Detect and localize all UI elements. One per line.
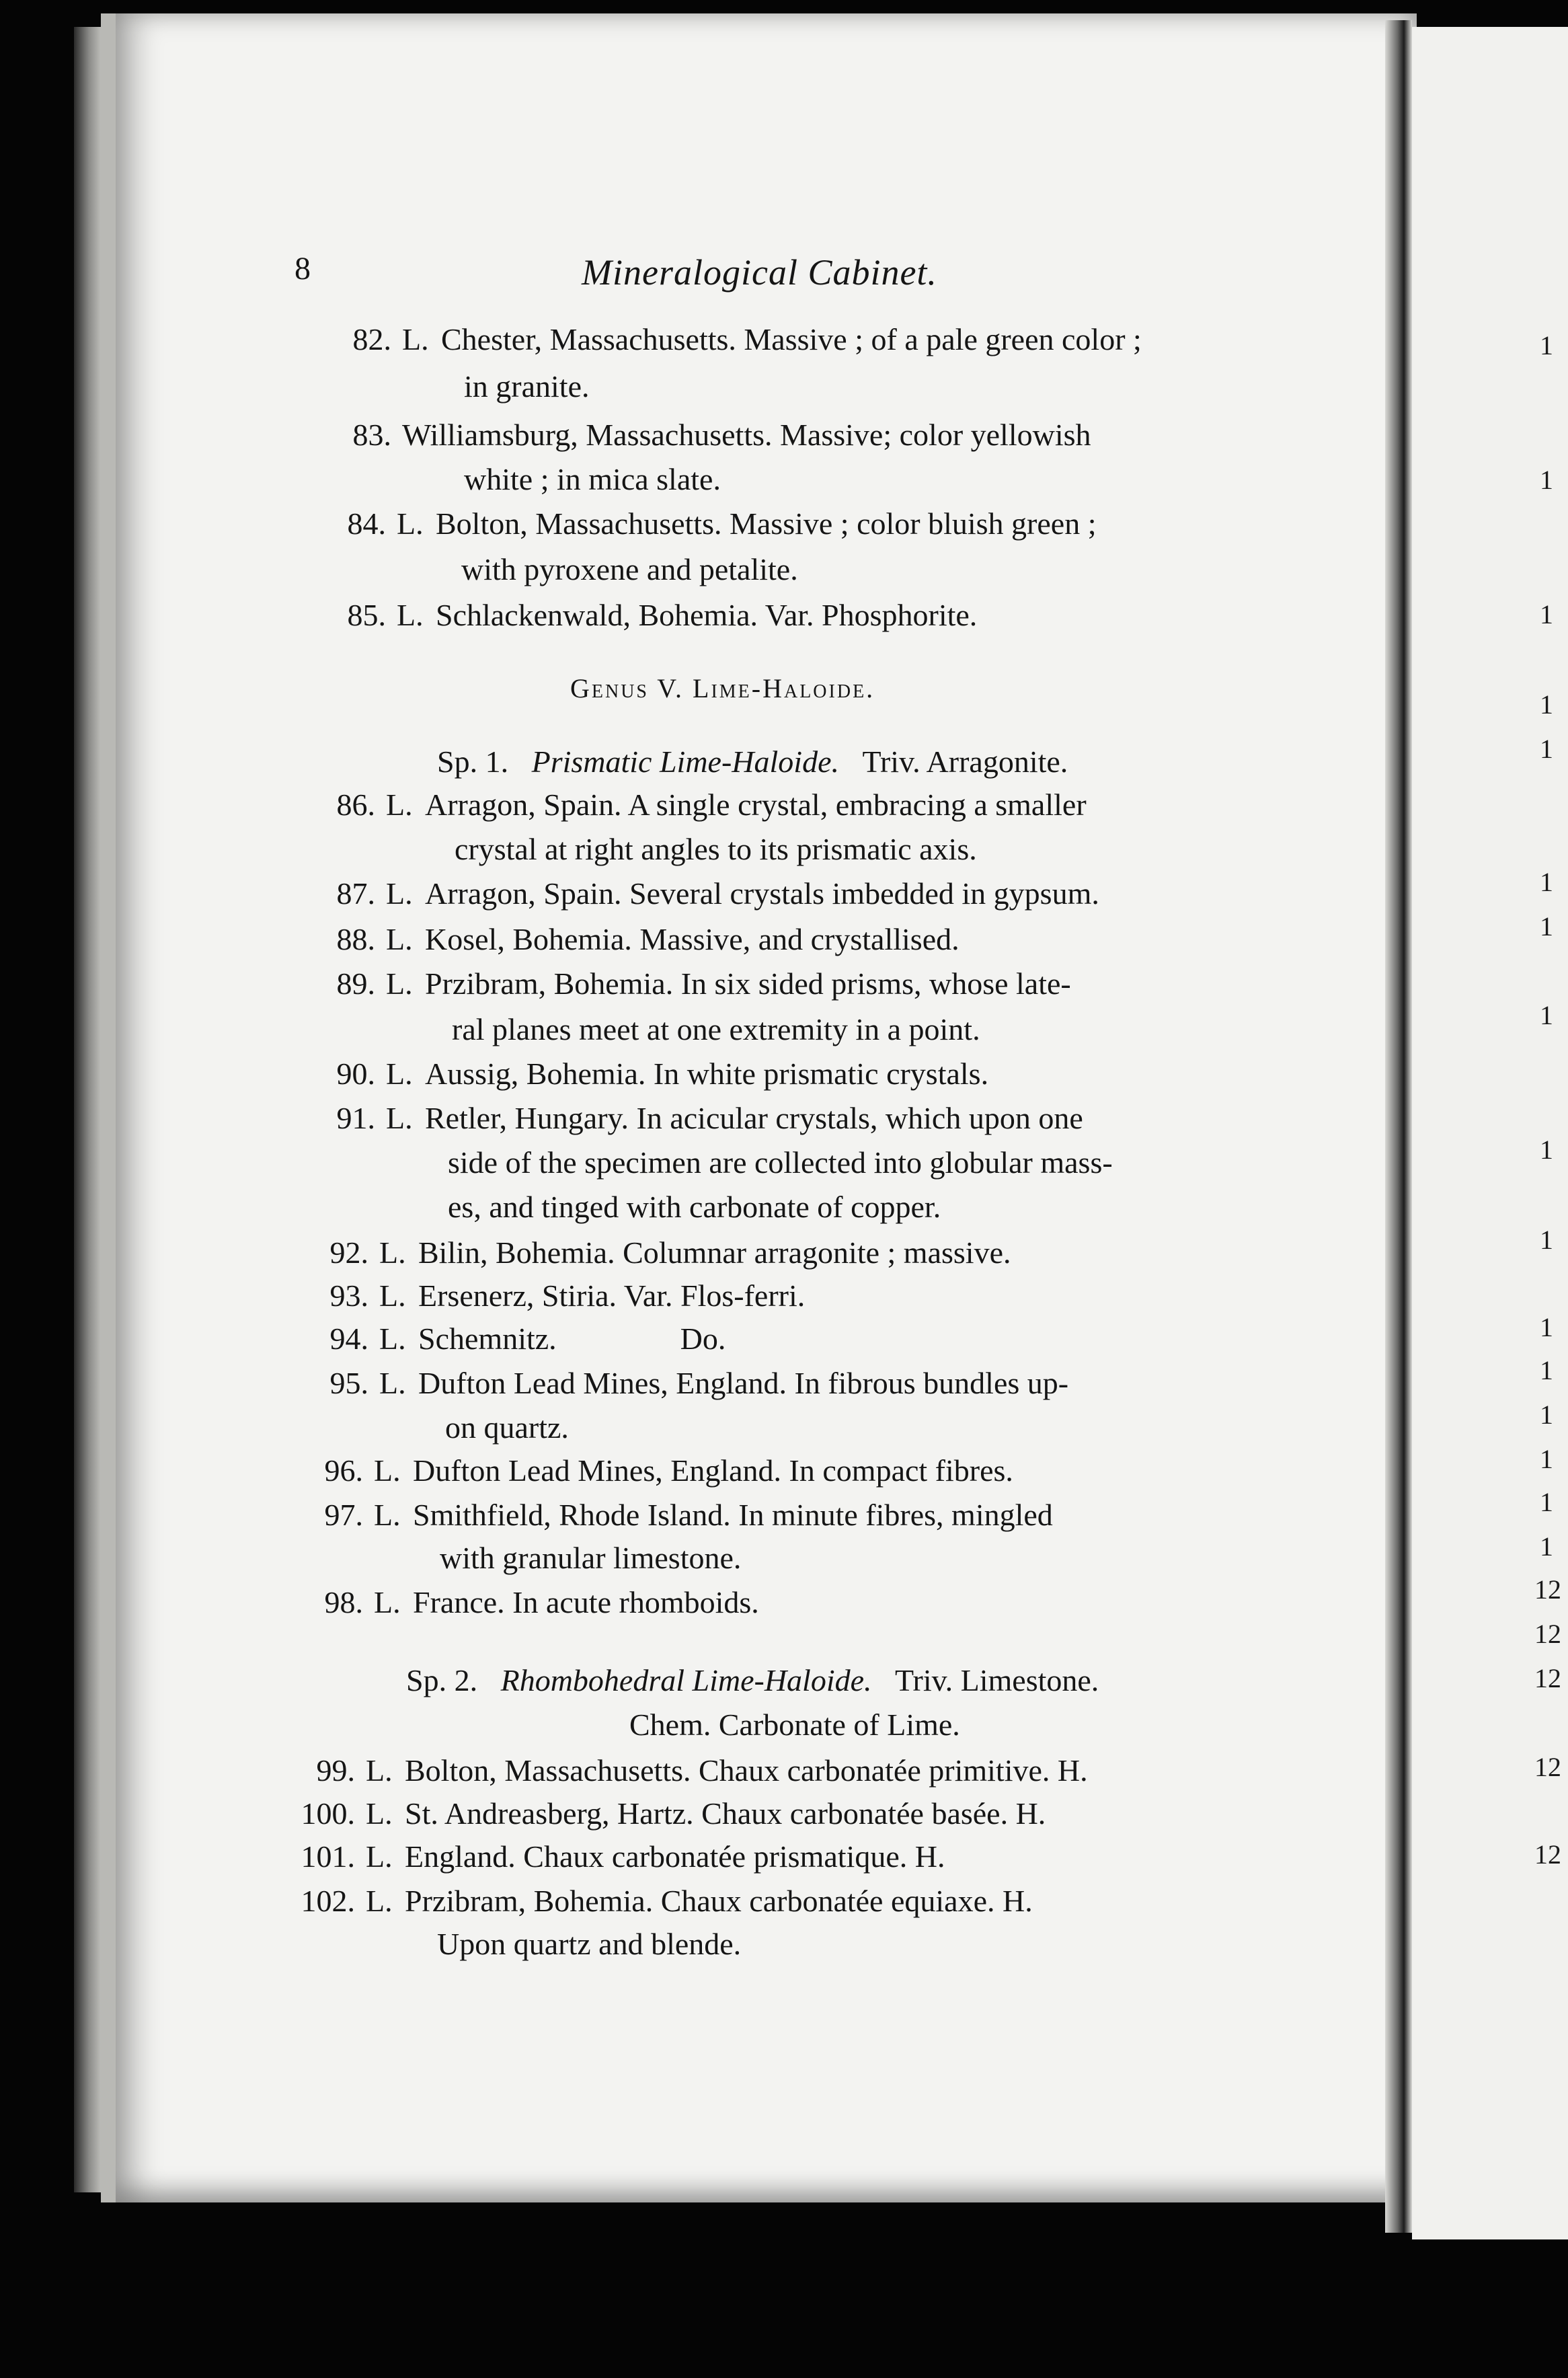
facing-page-number: 1 <box>1540 1225 1553 1255</box>
entry-89-line1: 89. L. Przibram, Bohemia. In six sided prisms, whose late- <box>336 966 1071 1001</box>
facing-page-number: 1 <box>1540 911 1553 942</box>
entry-82-line1 <box>327 321 1142 357</box>
entry-95-line1: 95. L. Dufton Lead Mines, England. In fibrous bundles up- <box>329 1366 1069 1400</box>
entry-82-line2: in granite. <box>464 369 590 404</box>
facing-page-number: 1 <box>1540 1487 1553 1517</box>
entry-100-line1: 100. L. St. Andreasberg, Hartz. Chaux carbonatée basée. H. <box>301 1796 1046 1831</box>
entry-text: Schlackenwald, Bohemia. Var. Phosphorite. <box>436 598 978 632</box>
species-2-heading <box>406 1662 1099 1698</box>
facing-page-number: 1 <box>1540 1000 1553 1030</box>
entry-102-line1: 102. L. Przibram, Bohemia. Chaux carbonatée equiaxe. H. <box>301 1884 1033 1918</box>
entry-99-line1: 99. L. Bolton, Massachusetts. Chaux carbonatée primitive. H. <box>316 1753 1088 1788</box>
entry-91-line2: side of the specimen are collected into globular mass- <box>448 1145 1113 1180</box>
facing-page-number: 1 <box>1540 465 1553 495</box>
entry-83-line1 <box>327 417 1091 453</box>
facing-page-number: 12 <box>1534 1663 1561 1693</box>
facing-page-number: 1 <box>1540 867 1553 897</box>
entry-85-line1 <box>321 597 977 633</box>
species-label: Sp. 1. <box>437 744 509 779</box>
entry-95-line2: on quartz. <box>445 1410 569 1445</box>
facing-page-number: 1 <box>1540 689 1553 720</box>
entry-96-line1: 96. L. Dufton Lead Mines, England. In compact fibres. <box>324 1453 1013 1488</box>
running-head: Mineralogical Cabinet. <box>582 252 937 293</box>
facing-page-number: 1 <box>1540 599 1553 629</box>
entry-number: 83. <box>352 418 391 452</box>
entry-92-line1: 92. L. Bilin, Bohemia. Columnar arragonite ; massive. <box>329 1235 1011 1270</box>
entry-97-line1: 97. L. Smithfield, Rhode Island. In minute fibres, mingled <box>324 1498 1053 1532</box>
entry-text: Williamsburg, Massachusetts. Massive; color yellowish <box>402 418 1091 452</box>
entry-93-line1: 93. L. Ersenerz, Stiria. Var. Flos-ferri. <box>329 1278 806 1313</box>
entry-91-line3: es, and tinged with carbonate of copper. <box>448 1190 941 1224</box>
entry-mark: L. <box>402 322 429 356</box>
species-1-heading <box>437 744 1068 779</box>
entry-mark: L. <box>397 598 424 632</box>
page-edge-shadow <box>74 27 104 2192</box>
entry-89-line2: ral planes meet at one extremity in a point. <box>452 1012 980 1046</box>
facing-page-number: 12 <box>1534 1574 1561 1605</box>
entry-84-line1 <box>321 506 1097 541</box>
facing-page-number: 1 <box>1540 1355 1553 1385</box>
facing-page-number: 1 <box>1540 734 1553 764</box>
entry-86-line1: 86. L. Arragon, Spain. A single crystal, embracing a smaller <box>336 788 1087 822</box>
facing-page-number: 12 <box>1534 1839 1561 1870</box>
entry-number: 82. <box>352 322 391 356</box>
species-label: Sp. 2. <box>406 1663 478 1697</box>
page-number: 8 <box>295 251 311 286</box>
facing-page-number: 1 <box>1540 1312 1553 1342</box>
entry-94-line1: 94. L. Schemnitz. Do. <box>329 1321 726 1356</box>
entry-88-line1: 88. L. Kosel, Bohemia. Massive, and crystallised. <box>336 922 959 956</box>
entry-number: 85. <box>347 598 386 632</box>
facing-page-number: 12 <box>1534 1752 1561 1782</box>
facing-page-number: 1 <box>1540 1444 1553 1474</box>
entry-90-line1: 90. L. Aussig, Bohemia. In white prismatic crystals. <box>336 1057 989 1091</box>
entry-text: Chester, Massachusetts. Massive ; of a pale green color ; <box>441 322 1142 356</box>
facing-page-number: 1 <box>1540 1399 1553 1430</box>
species-trivial-name: Triv. Limestone. <box>895 1663 1099 1697</box>
entry-102-line2: Upon quartz and blende. <box>437 1927 742 1961</box>
entry-83-line2: white ; in mica slate. <box>464 462 721 496</box>
entry-98-line1: 98. L. France. In acute rhomboids. <box>324 1585 759 1619</box>
entry-mark: L. <box>397 506 424 541</box>
entry-text: Bolton, Massachusetts. Massive ; color bluish green ; <box>436 506 1097 541</box>
facing-page-number: 1 <box>1540 1135 1553 1165</box>
species-trivial-name: Triv. Arragonite. <box>862 744 1068 779</box>
entry-84-line2: with pyroxene and petalite. <box>461 552 798 586</box>
book-gutter <box>1385 20 1412 2233</box>
facing-page-number: 1 <box>1540 1531 1553 1562</box>
entry-101-line1: 101. L. England. Chaux carbonatée prismatique. H. <box>301 1839 945 1874</box>
entry-91-line1: 91. L. Retler, Hungary. In acicular crystals, which upon one <box>336 1101 1083 1135</box>
species-2-chem: Chem. Carbonate of Lime. <box>629 1708 960 1742</box>
facing-page-number: 12 <box>1534 1619 1561 1649</box>
entry-87-line1: 87. L. Arragon, Spain. Several crystals imbedded in gypsum. <box>336 876 1099 911</box>
species-name: Prismatic Lime-Haloide. <box>531 744 839 779</box>
entry-97-line2: with granular limestone. <box>440 1541 742 1575</box>
entry-86-line2: crystal at right angles to its prismatic axis. <box>455 832 977 866</box>
species-name: Rhombohedral Lime-Haloide. <box>500 1663 872 1697</box>
entry-number: 84. <box>347 506 386 541</box>
genus-heading: Genus V. Lime-Haloide. <box>570 673 875 703</box>
facing-page-number: 1 <box>1540 330 1553 360</box>
